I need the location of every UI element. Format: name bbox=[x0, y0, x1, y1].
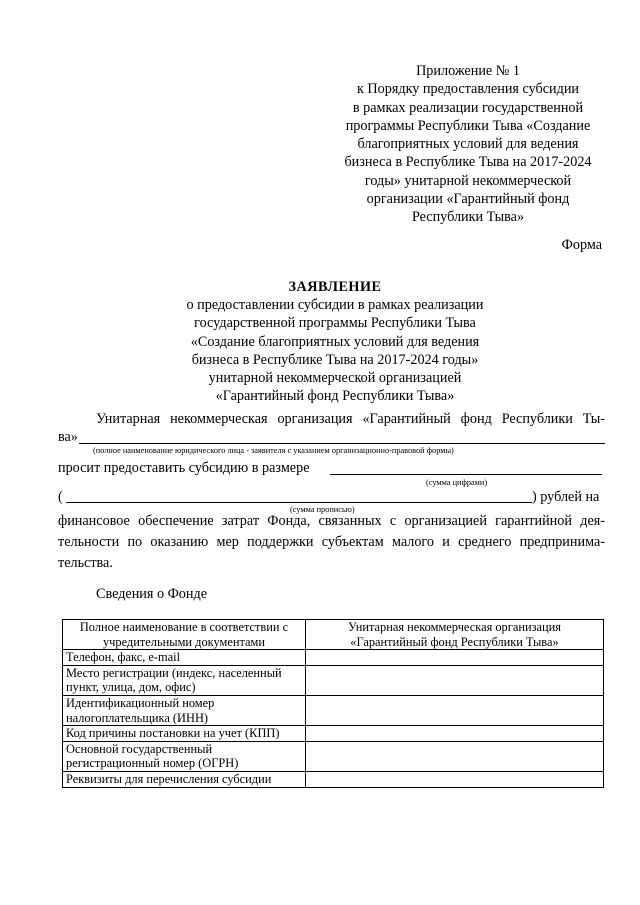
appendix-line: бизнеса в Республике Тыва на 2017-2024 bbox=[344, 154, 592, 171]
title-line: государственной программы Республики Тыва bbox=[194, 315, 476, 332]
purpose-line: тельства. bbox=[58, 555, 113, 571]
form-label: Форма bbox=[561, 237, 602, 253]
row-label: Место регистрации (индекс, населенный пункт, улица, дом, офис) bbox=[63, 665, 306, 695]
table-header-cell: Унитарная некоммерческая организация «Гарантийный фонд Республики Тыва» bbox=[306, 620, 604, 650]
request-text: просит предоставить субсидию в размере bbox=[58, 460, 310, 476]
title-line: о предоставлении субсидии в рамках реализации bbox=[186, 297, 484, 314]
title-line: унитарной некоммерческой организацией bbox=[208, 370, 462, 387]
title-heading: ЗАЯВЛЕНИЕ bbox=[288, 279, 382, 295]
amount-digits-field[interactable] bbox=[330, 474, 602, 475]
amount-words-field[interactable] bbox=[66, 502, 532, 503]
document-title bbox=[120, 278, 550, 405]
row-value[interactable] bbox=[306, 771, 604, 787]
appendix-line: Республики Тыва» bbox=[411, 209, 525, 226]
appendix-header bbox=[318, 62, 618, 227]
purpose-line: финансовое обеспечение затрат Фонда, связанных с организацией гарантийной дея- bbox=[58, 513, 605, 529]
row-value[interactable] bbox=[306, 665, 604, 695]
title-line: бизнеса в Республике Тыва на 2017-2024 годы» bbox=[191, 351, 479, 368]
fund-info-table bbox=[62, 619, 604, 788]
table-row bbox=[63, 771, 604, 787]
rubles-tail-text: ) рублей на bbox=[532, 489, 600, 505]
table-row bbox=[63, 695, 604, 725]
row-value[interactable] bbox=[306, 650, 604, 666]
appendix-line: программы Республики Тыва «Создание bbox=[345, 117, 591, 134]
row-label: Телефон, факс, e-mail bbox=[63, 650, 306, 666]
table-row bbox=[63, 665, 604, 695]
appendix-line: благоприятных условий для ведения bbox=[357, 136, 579, 153]
table-row bbox=[63, 726, 604, 742]
applicant-name-field[interactable] bbox=[79, 443, 605, 444]
row-label: Код причины постановки на учет (КПП) bbox=[63, 726, 306, 742]
appendix-line: к Порядку предоставления субсидии bbox=[356, 81, 580, 98]
row-label: Основной государственный регистрационный номер (ОГРН) bbox=[63, 741, 306, 771]
section-title: Сведения о Фонде bbox=[96, 586, 208, 602]
row-label: Реквизиты для перечисления субсидии bbox=[63, 771, 306, 787]
table-row bbox=[63, 650, 604, 666]
row-value[interactable] bbox=[306, 726, 604, 742]
row-value[interactable] bbox=[306, 695, 604, 725]
appendix-line: организации «Гарантийный фонд bbox=[366, 191, 570, 208]
hint-amount-words: (сумма прописью) bbox=[290, 505, 355, 514]
purpose-line: тельности по оказанию мер поддержки субъектам малого и среднего предпринима- bbox=[58, 534, 605, 550]
row-value[interactable] bbox=[306, 741, 604, 771]
appendix-line: годы» унитарной некоммерческой bbox=[364, 172, 572, 189]
appendix-line: в рамках реализации государственной bbox=[352, 99, 584, 116]
table-header-cell: Полное наименование в соответствии с учредительными документами bbox=[63, 620, 306, 650]
table-header-row bbox=[63, 620, 604, 650]
intro-text: Унитарная некоммерческая организация «Гарантийный фонд Республики Ты- bbox=[96, 411, 605, 427]
appendix-line: Приложение № 1 bbox=[416, 63, 520, 79]
row-label: Идентификационный номер налогоплательщика (ИНН) bbox=[63, 695, 306, 725]
title-line: «Создание благоприятных условий для ведения bbox=[190, 333, 480, 350]
title-line: «Гарантийный фонд Республики Тыва» bbox=[215, 388, 455, 405]
open-paren: ( bbox=[58, 489, 63, 505]
table-row bbox=[63, 741, 604, 771]
purpose-paragraph bbox=[58, 511, 605, 574]
hint-applicant-name: (полное наименование юридического лица - заявителя с указанием организационно-правовой формы) bbox=[93, 446, 454, 455]
hint-amount-digits: (сумма цифрами) bbox=[426, 478, 488, 487]
intro-end-text: ва» bbox=[58, 429, 78, 445]
